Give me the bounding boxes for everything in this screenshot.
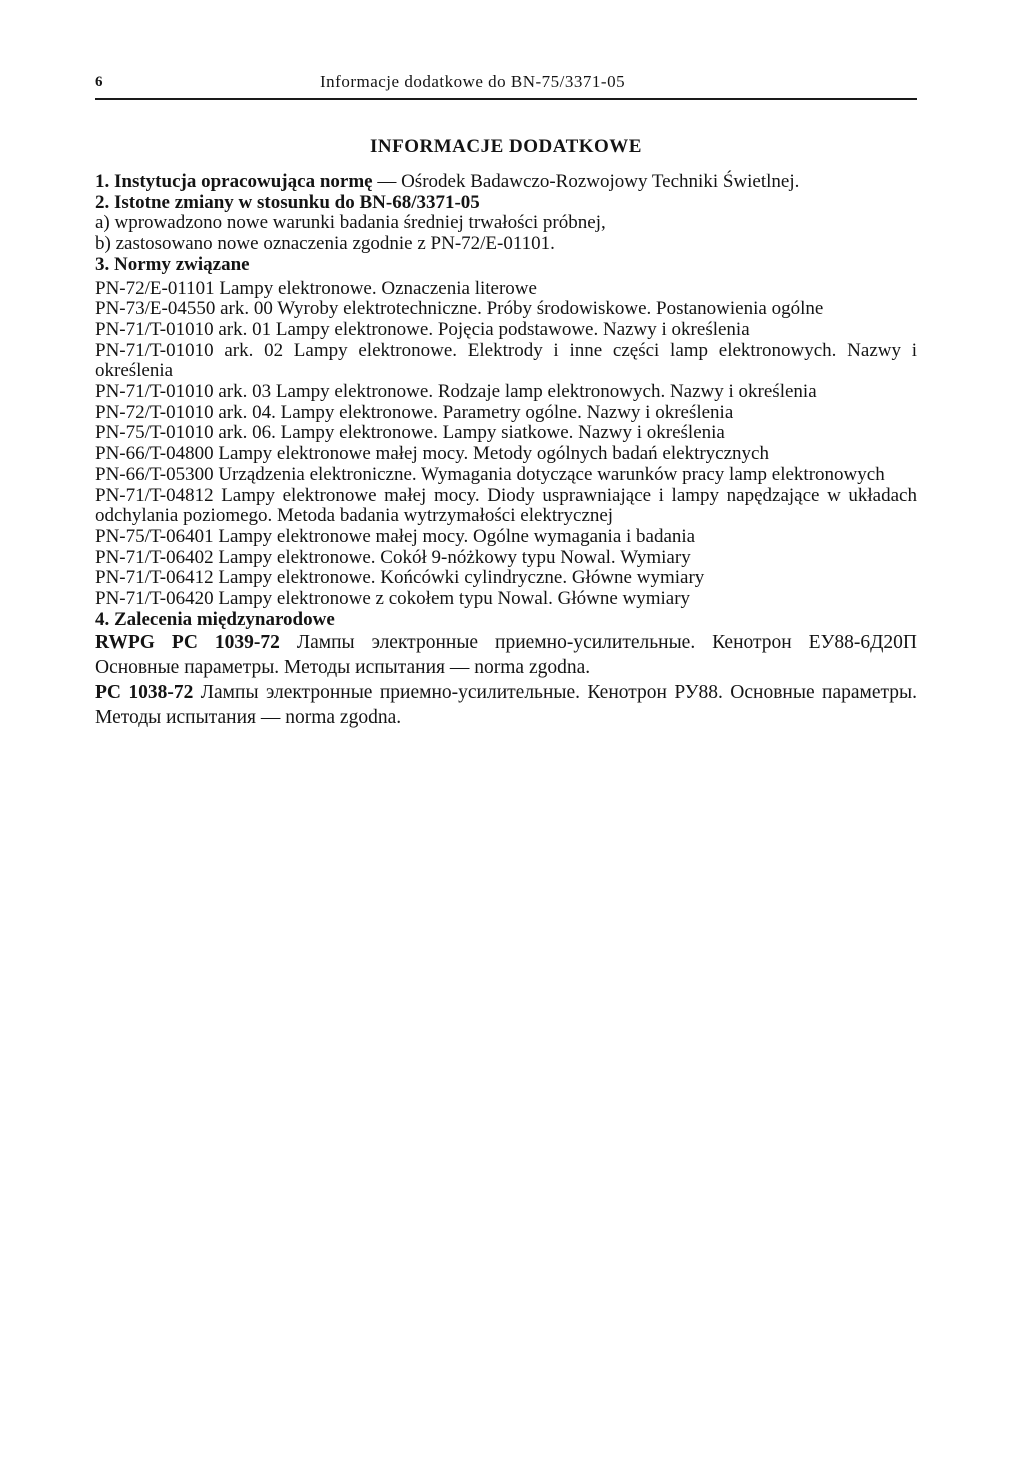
section-2-heading: 2. Istotne zmiany w stosunku do BN-68/3371-05 <box>95 191 480 213</box>
section-2-item-b: b) zastosowano nowe oznaczenia zgodnie z PN-72/E-01101. <box>95 233 555 255</box>
related-standard: PN-71/T-01010 ark. 03 Lampy elektronowe. Rodzaje lamp elektronowych. Nazwy i określenia <box>95 381 817 403</box>
related-standard: PN-66/T-05300 Urządzenia elektroniczne. Wymagania dotyczące warunków pracy lamp elektronowych <box>95 463 885 485</box>
page-number: 6 <box>95 74 103 90</box>
related-standard: PN-72/E-01101 Lampy elektronowe. Oznaczenia literowe <box>95 277 537 299</box>
section-1-heading: 1. Instytucja opracowująca normę <box>95 171 373 192</box>
related-standard: PN-71/T-06420 Lampy elektronowe z cokołem typu Nowal. Główne wymiary <box>95 588 691 610</box>
related-standard: PN-71/T-01010 ark. 01 Lampy elektronowe. Pojęcia podstawowe. Nazwy i określenia <box>95 318 750 340</box>
recommendation-code: PC 1038-72 <box>95 682 194 704</box>
related-standard: PN-75/T-01010 ark. 06. Lampy elektronowe. Lampy siatkowe. Nazwy i określenia <box>95 422 725 444</box>
international-recommendations <box>95 630 917 730</box>
recommendation-text: Лампы электронные приемно-усилительные. Кенотрон РУ88. Основные параметры. Методы испытания — norma zgodna. <box>95 682 917 729</box>
related-standard: PN-72/T-01010 ark. 04. Lampy elektronowe. Parametry ogólne. Nazwy i określenia <box>95 401 734 423</box>
document-body <box>95 172 917 730</box>
related-standard: PN-73/E-04550 ark. 00 Wyroby elektrotechniczne. Próby środowiskowe. Postanowienia ogólne <box>95 298 824 320</box>
related-standard: PN-71/T-04812 Lampy elektronowe małej mocy. Diody usprawniające i lampy napędzające w układach odchylania poziomego. Metoda badania wytrzymałości elektrycznej <box>95 484 917 527</box>
recommendation-item <box>95 630 917 680</box>
section-2-item-a: a) wprowadzono nowe warunki badania średniej trwałości próbnej, <box>95 212 606 234</box>
header-rule <box>95 98 917 100</box>
related-standard: PN-71/T-01010 ark. 02 Lampy elektronowe. Elektrody i inne części lamp elektronowych. Nazwy i określenia <box>95 339 917 382</box>
recommendation-code: RWPG PC 1039-72 <box>95 632 280 654</box>
document-title: INFORMACJE DODATKOWE <box>370 136 642 157</box>
related-standard: PN-66/T-04800 Lampy elektronowe małej mocy. Metody ogólnych badań elektrycznych <box>95 443 769 465</box>
related-standard: PN-75/T-06401 Lampy elektronowe małej mocy. Ogólne wymagania i badania <box>95 525 696 547</box>
recommendation-item <box>95 680 917 730</box>
related-standard: PN-71/T-06412 Lampy elektronowe. Końcówki cylindryczne. Główne wymiary <box>95 567 705 589</box>
section-3-heading: 3. Normy związane <box>95 253 250 275</box>
section-1 <box>95 172 917 193</box>
running-title: Informacje dodatkowe do BN-75/3371-05 <box>320 72 626 91</box>
recommendation-text: Лампы электронные приемно-усилительные. Кенотрон ЕУ88-6Д20П Основные параметры. Методы испытания — norma zgodna. <box>95 632 918 679</box>
page-header <box>95 68 917 98</box>
related-standard: PN-71/T-06402 Lampy elektronowe. Cokół 9-nóżkowy typu Nowal. Wymiary <box>95 546 691 568</box>
section-1-text: — Ośrodek Badawczo-Rozwojowy Techniki Świetlnej. <box>372 171 800 192</box>
section-4-heading: 4. Zalecenia międzynarodowe <box>95 608 335 630</box>
document-page <box>95 68 917 730</box>
